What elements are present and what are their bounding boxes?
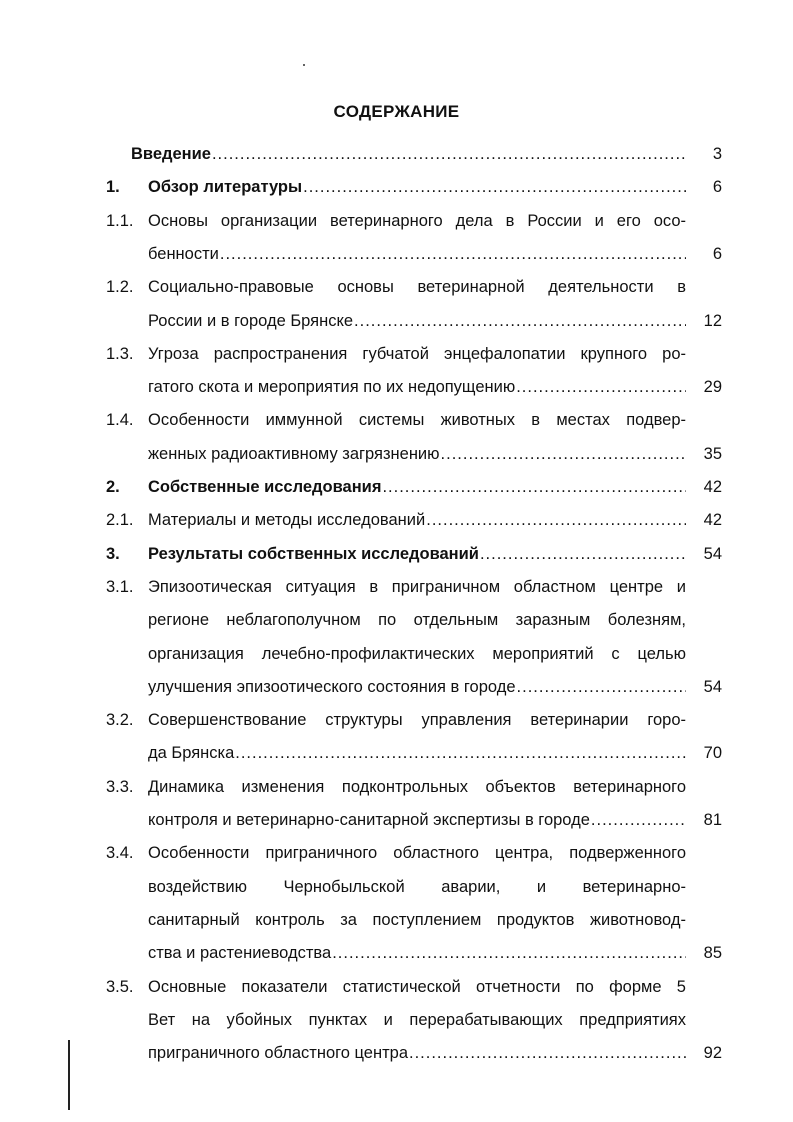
toc-entry-line-with-leader <box>148 738 686 768</box>
toc-entry-text: контроля и ветеринарно-санитарной экспертизы в городе <box>148 811 590 829</box>
dot-leader <box>409 1038 686 1068</box>
toc-entry-line-with-leader <box>148 672 686 702</box>
toc-page-number: 12 <box>703 311 722 330</box>
toc-entry-number: 1.3. <box>106 344 134 363</box>
toc-entry-number: 3.2. <box>106 711 134 730</box>
toc-entry-number: 2.1. <box>106 511 134 530</box>
dot-leader <box>517 672 686 702</box>
toc-page-number: 70 <box>703 744 722 763</box>
toc-entry-text: Эпизоотическая ситуация в приграничном областном центре и <box>148 577 686 596</box>
toc-entry-line-with-leader <box>148 505 686 535</box>
toc-entry-text: организация лечебно-профилактических мероприятий с целью <box>148 644 686 663</box>
toc-entry-text: Результаты собственных исследований <box>148 544 479 563</box>
toc-entry-number: 1. <box>106 178 120 197</box>
toc-page-number: 29 <box>703 378 722 397</box>
toc-page-number: 54 <box>703 677 722 696</box>
toc-page-number: 81 <box>703 811 722 829</box>
toc-entry-text: приграничного областного центра <box>148 1044 408 1063</box>
toc-page-number: 42 <box>703 511 722 530</box>
dot-leader <box>480 539 686 569</box>
toc-entry-text: регионе неблагополучном по отдельным заразным болезням, <box>148 611 686 630</box>
toc-entry-text: бенности <box>148 244 219 263</box>
toc-entry-line-with-leader <box>148 306 686 336</box>
toc-entry-number: 1.1. <box>106 211 134 230</box>
toc-entry-text: Особенности приграничного областного центра, подверженного <box>148 844 686 863</box>
toc-entry-text: Совершенствование структуры управления ветеринарии горо- <box>148 711 686 730</box>
toc-entry-text: Обзор литературы <box>148 178 303 197</box>
toc-entry-line-with-leader <box>148 805 686 835</box>
dot-leader <box>426 505 686 535</box>
toc-entry-line-with-leader <box>148 938 686 968</box>
toc-entry-line-with-leader <box>148 472 686 502</box>
toc-entry-text: да Брянска <box>148 744 235 763</box>
toc-entry-text: Вет на убойных пунктах и перерабатывающих предприятиях <box>148 1010 686 1029</box>
toc-entry-text: женных радиоактивному загрязнению <box>148 444 440 463</box>
toc-entry-text: Социально-правовые основы ветеринарной деятельности в <box>148 278 686 297</box>
toc-entry-text: ства и растениеводства <box>148 944 332 963</box>
toc-entry-text: Динамика изменения подконтрольных объектов ветеринарного <box>148 777 686 796</box>
dot-leader <box>220 239 686 269</box>
toc-page-number: 3 <box>712 145 722 163</box>
toc-page-number: 6 <box>712 178 722 197</box>
toc-entry-number: 3. <box>106 544 120 563</box>
toc-entry-line-with-leader <box>148 1038 686 1068</box>
toc-entry-text: России и в городе Брянске <box>148 311 354 330</box>
toc-entry-number: 3.4. <box>106 844 134 863</box>
toc-entry-text: улучшения эпизоотического состояния в городе <box>148 677 516 696</box>
dot-leader <box>303 172 686 202</box>
toc-entry-text: воздействию Чернобыльской аварии, и ветеринарно- <box>148 877 686 896</box>
toc-page-number: 92 <box>703 1044 722 1063</box>
toc-entry-number: 1.2. <box>106 278 134 297</box>
toc-entry-number: 3.1. <box>106 577 134 596</box>
page-title: СОДЕРЖАНИЕ <box>333 102 460 121</box>
toc-entry-number: 2. <box>106 478 120 496</box>
dot-leader <box>516 372 686 402</box>
dot-leader <box>235 738 686 768</box>
toc-page-number: 6 <box>712 244 722 263</box>
toc-entry-text: Основные показатели статистической отчетности по форме 5 <box>148 977 686 996</box>
toc-entry-line-with-leader <box>148 439 686 469</box>
toc-entry-text: Материалы и методы исследований <box>148 511 426 530</box>
toc-entry-text: Угроза распространения губчатой энцефалопатии крупного ро- <box>148 344 686 363</box>
dot-leader <box>441 439 686 469</box>
toc-entry-number: 3.3. <box>106 777 134 796</box>
dot-leader <box>382 472 686 502</box>
toc-entry-text: Введение <box>131 145 211 163</box>
toc-entry-number: 3.5. <box>106 977 134 996</box>
toc-entry-text: Собственные исследования <box>148 478 382 496</box>
toc-entry-line-with-leader <box>131 139 686 169</box>
toc-entry-line-with-leader <box>148 239 686 269</box>
toc-entry-number: 1.4. <box>106 411 134 430</box>
toc-page-number: 42 <box>703 478 722 496</box>
toc-entry-text: Основы организации ветеринарного дела в России и его осо- <box>148 211 686 230</box>
dot-leader <box>354 306 686 336</box>
dot-leader <box>591 805 686 835</box>
toc-entry-line-with-leader <box>148 172 686 202</box>
dot-leader <box>212 139 686 169</box>
toc-entry-text: санитарный контроль за поступлением продуктов животновод- <box>148 910 686 929</box>
toc-entry-line-with-leader <box>148 372 686 402</box>
toc-entry-text: Особенности иммунной системы животных в местах подвер- <box>148 411 686 430</box>
toc-page-number: 85 <box>703 944 722 963</box>
toc-page-number: 54 <box>703 544 722 563</box>
toc-entry-line-with-leader <box>148 539 686 569</box>
toc-page-number: 35 <box>703 444 722 463</box>
dot-leader <box>332 938 686 968</box>
toc-entry-text: гатого скота и мероприятия по их недопущению <box>148 378 516 397</box>
